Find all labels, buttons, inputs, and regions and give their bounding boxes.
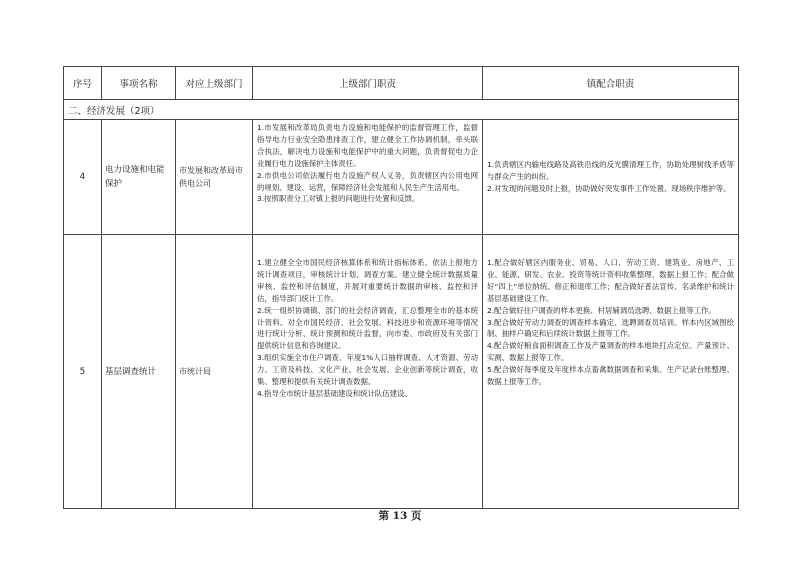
duty-paragraph: 1.负责辖区内输电线路及高铁沿线的反光膜清理工作，协助处理树线矛盾等与群众产生的纠纷。 [487,160,734,182]
header-upper-department: 对应上级部门 [176,67,253,100]
duty-table [63,66,739,509]
duty-paragraph: 3.配合做好劳动力调查的调查样本确定、选聘调查员培训、样本内区域图绘制、抽样户确定和后续统计数据上报等工作。 [487,317,734,339]
duty-paragraph: 1.建立健全全市国民经济核算体系和统计指标体系。依法上报地方统计调查项目，审核统计计划、调查方案。建立健全统计数据质量审核、监控和评估制度，开展对重要统计数据的审核、监控和评估，指导部门统计工作。 [257,258,478,303]
row-number: 4 [64,120,102,235]
table-row [64,235,739,509]
row-upper-duties [253,235,483,509]
page-number: 第 13 页 [378,510,422,522]
header-upper-duties: 上级部门职责 [253,67,483,100]
header-number: 序号 [64,67,102,100]
section-row [64,100,739,120]
table-header-row [64,67,739,100]
row-town-duties [483,120,739,235]
row-upper-department: 市统计局 [176,235,253,509]
duty-paragraph: 2.市供电公司依法履行电力设施产权人义务，负责辖区内公用电网的规划、建设、运营，保障经济社会发展和人民生产生活用电。 [257,170,478,192]
header-town-duties: 镇配合职责 [483,67,739,100]
table-row [64,120,739,235]
duty-paragraph: 3.按照职责分工对镇上报的问题进行处置和反馈。 [257,194,420,204]
section-title: 二、经济发展（2项） [64,100,739,120]
duty-paragraph: 1.市发展和改革局负责电力设施和电能保护的监督管理工作，监督指导电力行业安全隐患排查工作，建立健全工作协调机制，牵头联合执法，解决电力设施和电能保护中的重大问题，负责督促电力企业履行电力设施保护主体责任。 [257,123,478,168]
duty-paragraph: 4.指导全市统计基层基础建设和统计队伍建设。 [257,388,412,398]
row-upper-department: 市发展和改革局市供电公司 [176,120,253,235]
row-town-duties [483,235,739,509]
duty-paragraph: 1.配合做好辖区内服务业、贸易、人口、劳动工资、建筑业、房地产、工业、能源、研发、农业、投资等统计资料收集整理、数据上报工作；配合做好“四上”单位纳统、修正和退库工作；配合做好普法宣传、名录维护和统计基层基础建设工作。 [487,258,734,303]
duty-paragraph: 2.配合做好住户调查的样本更换、村居辅调员选聘、数据上报等工作。 [487,305,716,315]
header-item-name: 事项名称 [102,67,176,100]
row-upper-duties [253,120,483,235]
duty-paragraph: 4.配合做好粮食面积调查工作及产量调查的样本地块打点定位、产量预计、实测、数据上报等工作。 [487,341,734,363]
row-number: 5 [64,235,102,509]
duty-paragraph: 3.组织实施全市住户调查、年度1%人口抽样调查、人才资源、劳动力、工资及科技、文化产业、社会发展、企业创新等统计调查，收集、整理和提供有关统计调查数据。 [257,353,478,387]
duty-paragraph: 2.对发现的问题及时上报，协助做好突发事件工作处置、现场秩序维护等。 [487,183,731,193]
row-item-name: 基层调查统计 [102,235,176,509]
row-item-name: 电力设施和电能保护 [102,120,176,235]
duty-paragraph: 2.统一组织协调镇、部门的社会经济调查，汇总整理全市的基本统计资料。对全市国民经济、社会发展、科技进步和资源环境等情况进行统计分析、统计预测和统计监督，向市委、市政府及有关部门提供统计信息和咨询建议。 [257,305,478,351]
duty-paragraph: 5.配合做好每季度及年度样本点畜禽数据调查和采集、生产记录台账整理、数据上报等工作。 [487,365,734,387]
